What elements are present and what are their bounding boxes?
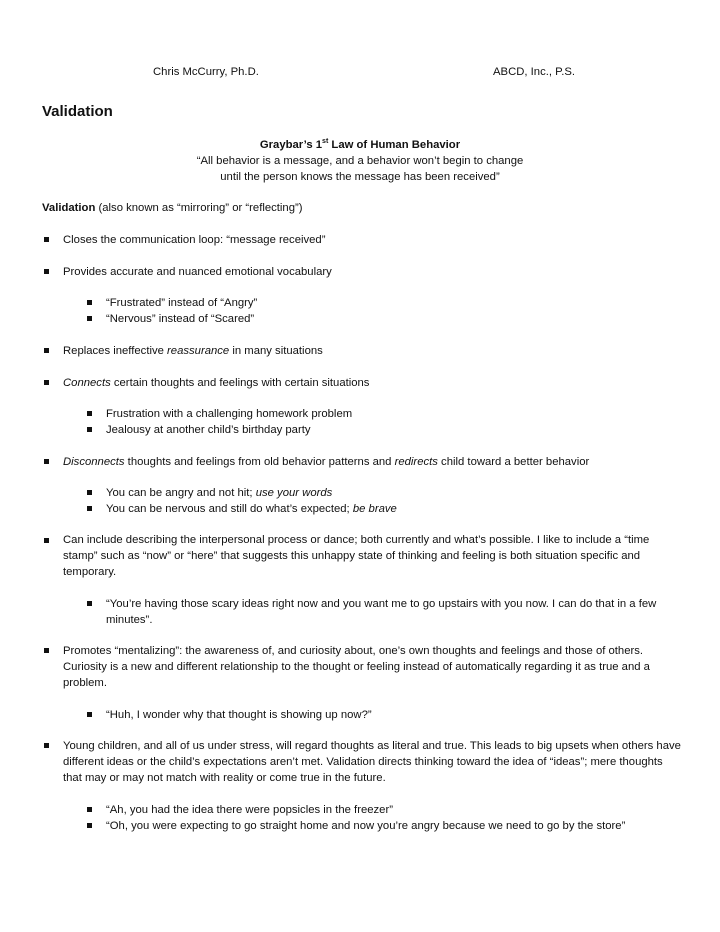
bullet-2-sub-2: “Nervous” instead of “Scared” [106,313,255,325]
intro-rest: (also known as “mirroring” or “reflecting”) [95,202,303,214]
bullet-8: Young children, and all of us under stress, will regard thoughts as literal and true. This leads to big upsets when others have different ideas or the child’s expectations aren’t met. Validation directs thinking toward the idea of “ideas”; mere thoughts that may or may not match with reality or come true in the future. [63,740,681,785]
law-quote-line-2: until the person knows the message has been received” [220,171,500,183]
bullet-3-emphasis: reassurance [167,345,230,357]
bullet-3 [63,343,681,359]
bullet-5-emphasis-2: redirects [394,456,438,468]
bullet-2-sub-1: “Frustrated” instead of “Angry” [106,297,258,309]
sub-bullet-square-icon [87,411,92,416]
bullet-7-sub-1: “Huh, I wonder why that thought is showing up now?” [106,709,372,721]
bullet-8-sub-2: “Oh, you were expecting to go straight home and now you’re angry because we need to go by the store” [106,820,626,832]
bullet-5-sub-2-emphasis: be brave [352,503,397,515]
bullet-4-sub-2: Jealousy at another child’s birthday party [106,424,311,436]
law-title-superscript: st [322,138,329,146]
header-organization: ABCD, Inc., P.S. [493,66,576,78]
bullet-5-text-mid: thoughts and feelings from old behavior patterns and [124,456,395,468]
bullet-6-sub-1: “You’re having those scary ideas right now and you want me to go upstairs with you now. I can do that in a few minutes”. [106,598,657,627]
law-title-rest: Law of Human Behavior [328,139,461,151]
bullet-3-text-a: Replaces ineffective [63,345,168,357]
bullet-5-sub-1 [106,485,680,501]
bullet-1: Closes the communication loop: “message received” [63,234,326,246]
bullet-4-text: certain thoughts and feelings with certain situations [110,377,370,389]
bullet-square-icon [44,538,49,543]
law-title [0,139,720,151]
sub-bullet-square-icon [87,823,92,828]
sub-bullet-square-icon [87,427,92,432]
bullet-5 [63,454,681,470]
bullet-square-icon [44,380,49,385]
bullet-2: Provides accurate and nuanced emotional vocabulary [63,266,332,278]
sub-bullet-square-icon [87,712,92,717]
sub-bullet-square-icon [87,807,92,812]
intro-line [42,202,303,214]
bullet-5-emphasis-1: Disconnects [63,456,125,468]
bullet-4-sub-1: Frustration with a challenging homework problem [106,408,353,420]
bullet-5-text-end: child toward a better behavior [437,456,590,468]
bullet-5-sub-2 [106,501,680,517]
bullet-6: Can include describing the interpersonal process or dance; both currently and what’s possible. I like to include a “time stamp” such as “now” or “here” that suggests this unhappy state of thinking and feeling is both situation specific and temporary. [63,534,650,579]
header-author: Chris McCurry, Ph.D. [153,66,259,78]
bullet-square-icon [44,743,49,748]
sub-bullet-square-icon [87,300,92,305]
bullet-4 [63,375,681,391]
bullet-square-icon [44,237,49,242]
bullet-5-sub-1-text: You can be angry and not hit; [106,487,256,499]
bullet-7: Promotes “mentalizing”: the awareness of, and curiosity about, one’s own thoughts and feelings and those of others. Curiosity is a new and different relationship to the thought or feeling instead of automatically regarding it as true and a problem. [63,645,650,690]
bullet-square-icon [44,648,49,653]
sub-bullet-square-icon [87,316,92,321]
bullet-square-icon [44,459,49,464]
bullet-square-icon [44,269,49,274]
bullet-8-sub-1: “Ah, you had the idea there were popsicles in the freezer” [106,804,393,816]
intro-bold: Validation [42,202,96,214]
law-title-text: Graybar’s 1 [259,139,323,151]
sub-bullet-square-icon [87,601,92,606]
sub-bullet-square-icon [87,506,92,511]
bullet-5-sub-1-emphasis: use your words [255,487,333,499]
document-title: Validation [42,103,113,120]
bullet-4-emphasis: Connects [63,377,111,389]
law-quote-line-1: “All behavior is a message, and a behavior won’t begin to change [196,155,524,167]
bullet-square-icon [44,348,49,353]
bullet-5-sub-2-text: You can be nervous and still do what’s expected; [106,503,353,515]
sub-bullet-square-icon [87,490,92,495]
bullet-3-text-b: in many situations [229,345,323,357]
